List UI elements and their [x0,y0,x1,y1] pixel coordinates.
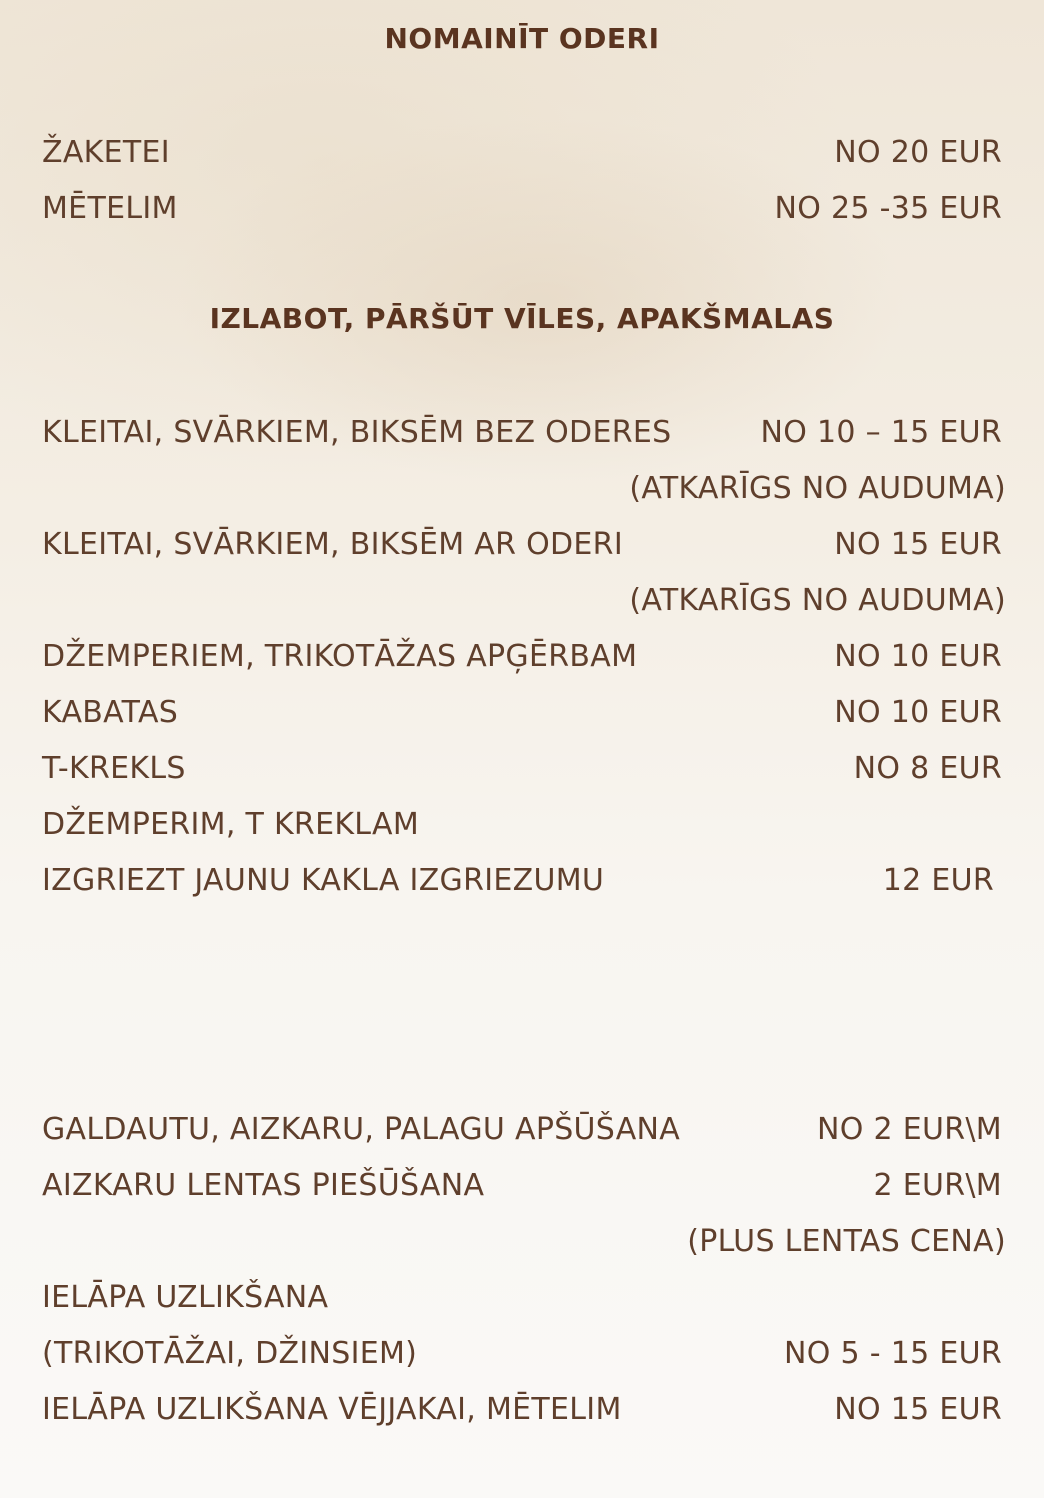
item-label: DŽEMPERIM, T KREKLAM [42,807,420,842]
item-price: NO 15 EUR [834,527,1002,562]
item-label: IELĀPA UZLIKŠANA VĒJJAKAI, MĒTELIM [42,1392,622,1427]
item-label: IZGRIEZT JAUNU KAKLA IZGRIEZUMU [42,863,605,898]
item-note: (ATKARĪGS NO AUDUMA) [629,583,1006,618]
item-price: 12 EUR [882,863,994,898]
item-price: NO 8 EUR [853,751,1002,786]
item-price: NO 10 EUR [834,639,1002,674]
item-label: AIZKARU LENTAS PIEŠŪŠANA [42,1168,485,1203]
item-price: NO 2 EUR\M [817,1112,1002,1147]
item-note: (ATKARĪGS NO AUDUMA) [629,471,1006,506]
item-price: NO 25 -35 EUR [774,191,1002,226]
item-label: (TRIKOTĀŽAI, DŽINSIEM) [42,1336,418,1371]
item-label: KABATAS [42,695,179,730]
section-title-repairs: IZLABOT, PĀRŠŪT VĪLES, APAKŠMALAS [209,302,835,335]
item-price: NO 15 EUR [834,1392,1002,1427]
item-price: NO 20 EUR [834,135,1002,170]
item-price: NO 10 – 15 EUR [760,415,1002,450]
section-title-lining: NOMAINĪT ODERI [384,22,660,55]
item-label: IELĀPA UZLIKŠANA [42,1280,329,1315]
item-price: NO 5 - 15 EUR [784,1336,1002,1371]
item-price: 2 EUR\M [873,1168,1002,1203]
item-label: DŽEMPERIEM, TRIKOTĀŽAS APĢĒRBAM [42,639,638,674]
item-note: (PLUS LENTAS CENA) [687,1224,1006,1259]
item-label: KLEITAI, SVĀRKIEM, BIKSĒM AR ODERI [42,527,623,562]
item-label: KLEITAI, SVĀRKIEM, BIKSĒM BEZ ODERES [42,415,672,450]
item-label: ŽAKETEI [42,135,170,170]
item-price: NO 10 EUR [834,695,1002,730]
item-label: GALDAUTU, AIZKARU, PALAGU APŠŪŠANA [42,1112,681,1147]
item-label: MĒTELIM [42,191,178,226]
item-label: T-KREKLS [42,751,186,786]
